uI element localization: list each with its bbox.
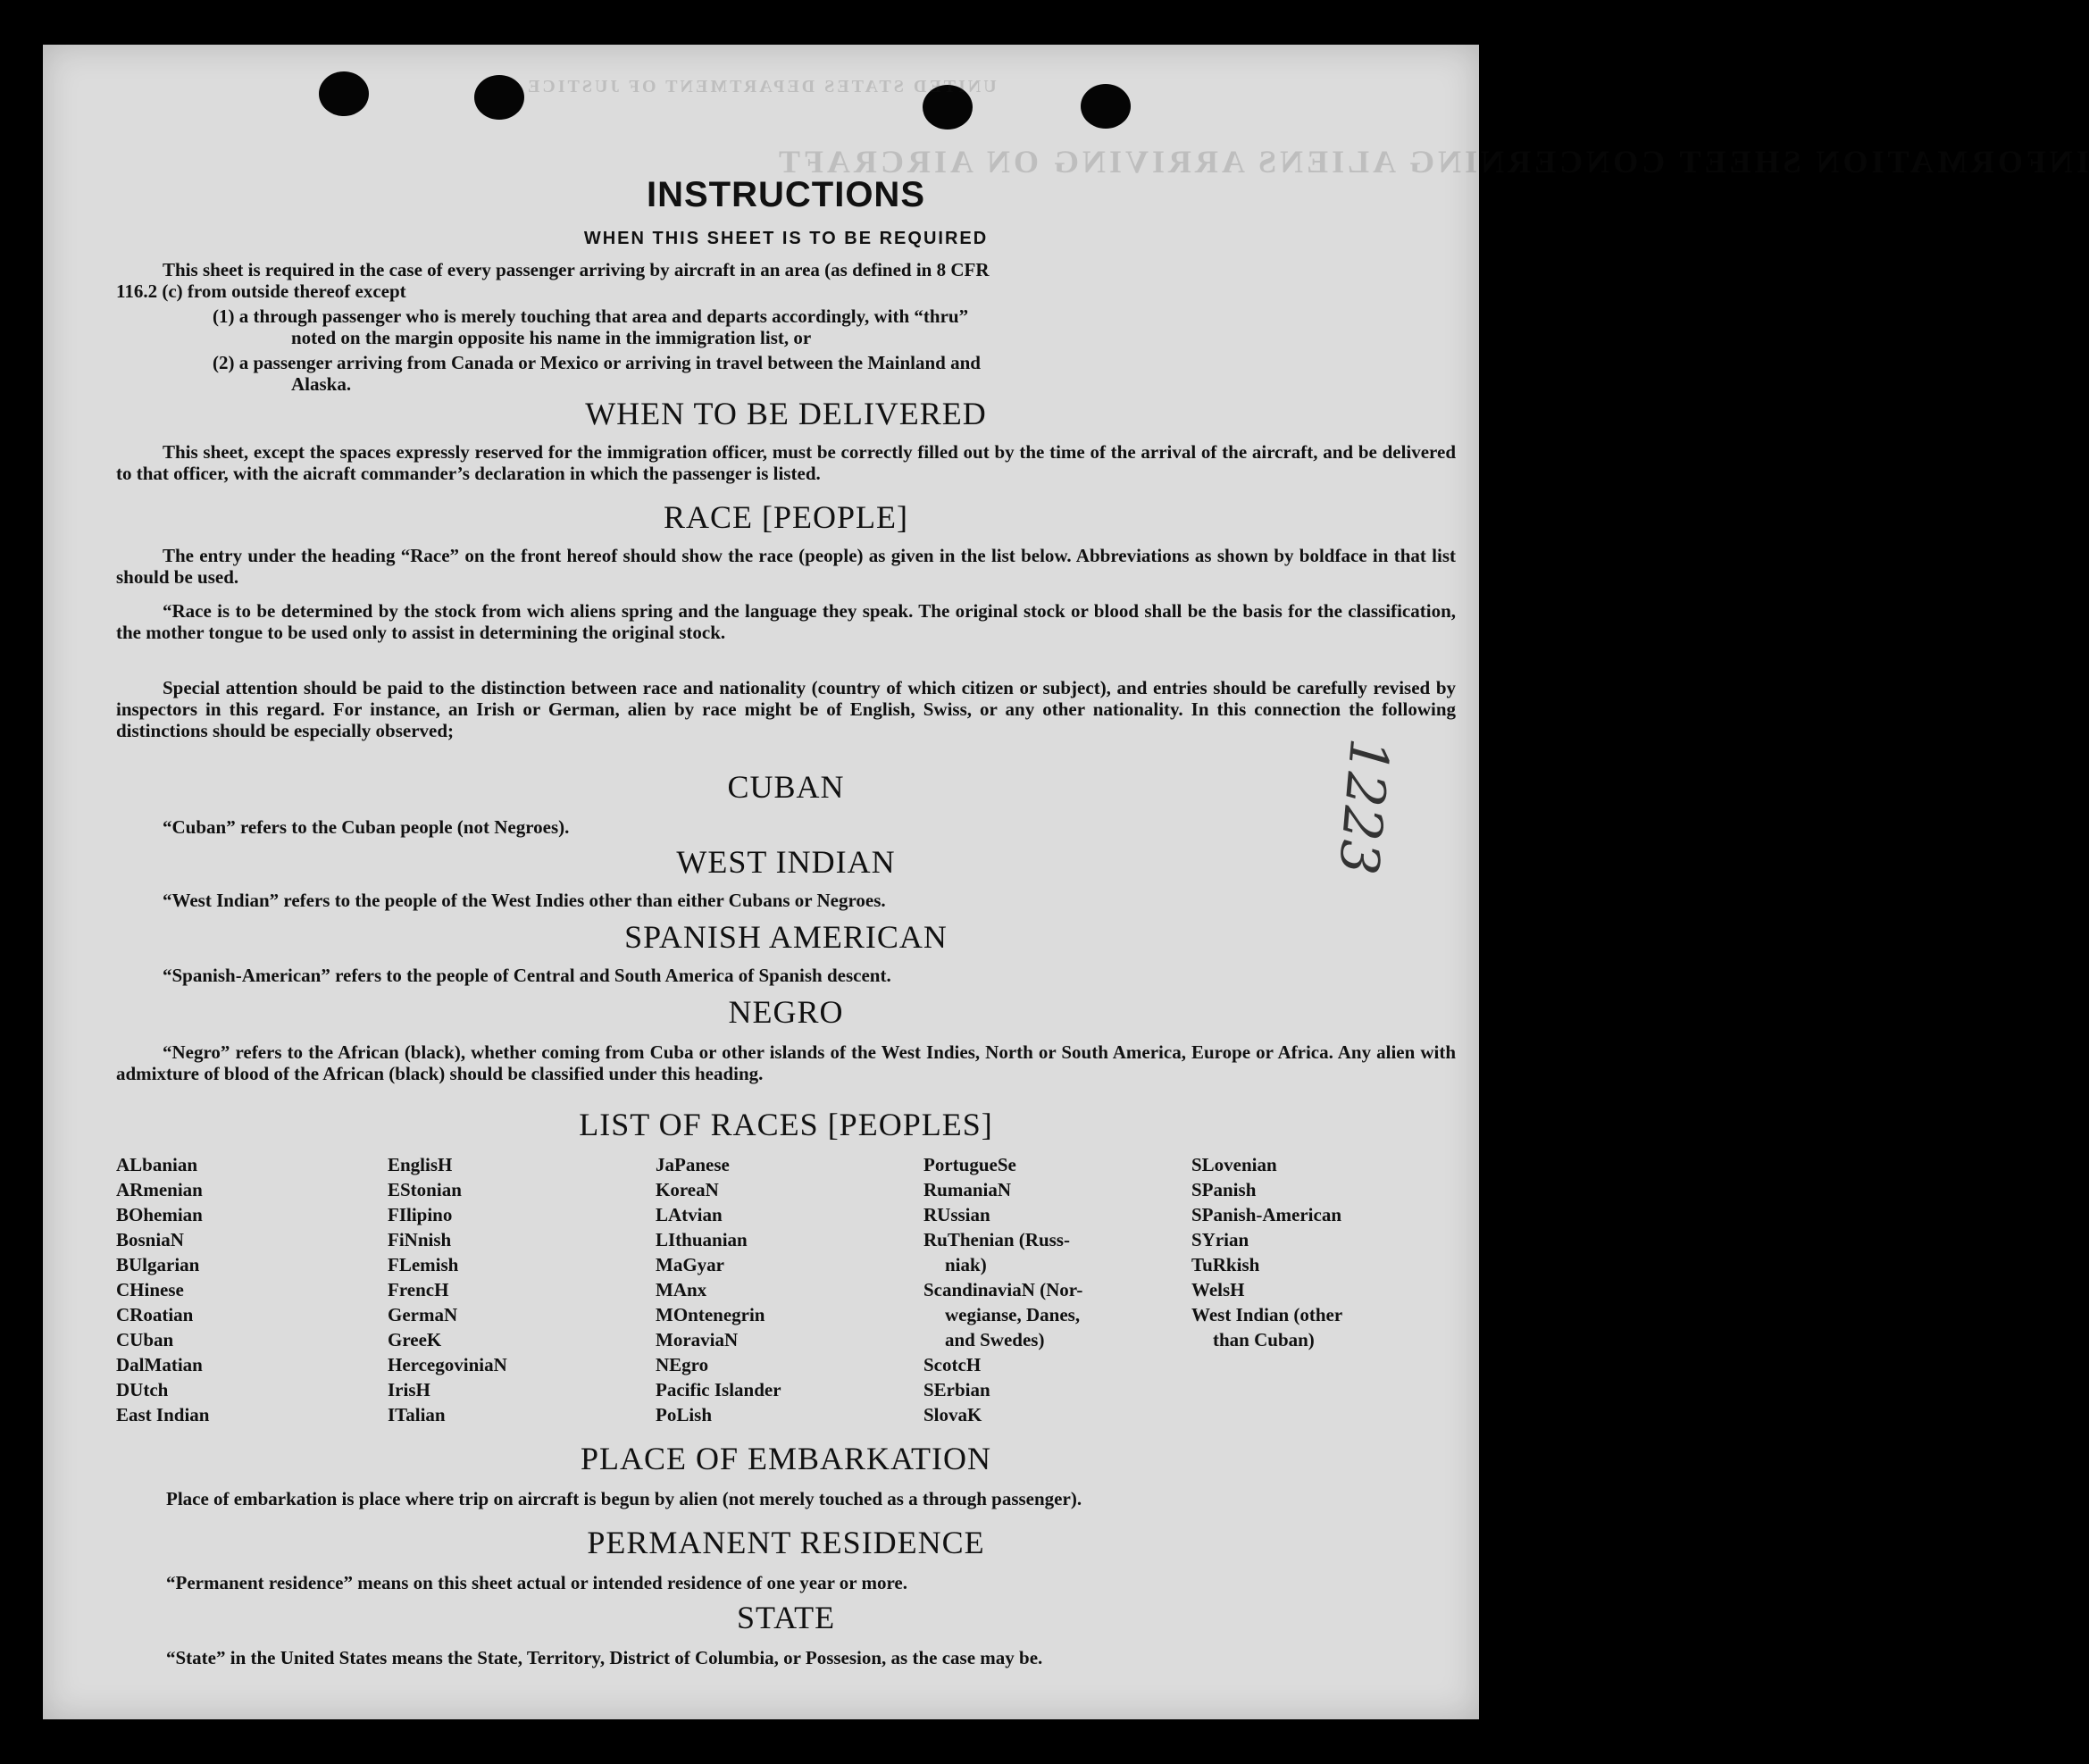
list-item: TuRkish xyxy=(1191,1254,1260,1275)
list-item: ScandinaviaN (Nor- xyxy=(923,1279,1083,1300)
list-item: SYrian xyxy=(1191,1229,1249,1250)
list-item: RuThenian (Russ- xyxy=(923,1229,1070,1250)
list-item: DUtch xyxy=(116,1379,169,1400)
list-item: CRoatian xyxy=(116,1304,194,1325)
cuban-text: “Cuban” refers to the Cuban people (not Negroes). xyxy=(163,816,570,838)
race-column-3 xyxy=(656,1152,781,1427)
list-item: LIthuanian xyxy=(656,1229,748,1250)
list-item: GermaN xyxy=(388,1304,458,1325)
list-item: MaGyar xyxy=(656,1254,724,1275)
heading-state: STATE xyxy=(736,1600,836,1635)
list-item: RUssian xyxy=(923,1204,990,1225)
list-item: than Cuban) xyxy=(1213,1329,1315,1350)
list-item: IrisH xyxy=(388,1379,430,1400)
spanish-american-text: “Spanish-American” refers to the people of Central and South America of Spanish descent. xyxy=(163,965,891,986)
heading-permanent-residence: PERMANENT RESIDENCE xyxy=(587,1525,985,1560)
exception-1-line-1: (1) a through passenger who is merely touching that area and departs accordingly, with “thru” xyxy=(213,305,969,327)
race-column-4 xyxy=(923,1152,1082,1427)
bleed-through-text: UNITED STATES DEPARTMENT OF JUSTICE xyxy=(525,77,997,96)
exception-2-line-2: Alaska. xyxy=(291,373,352,395)
list-item: BOhemian xyxy=(116,1204,203,1225)
bleed-through-text: INFORMATION SHEET CONCERNING ALIENS ARRIVING ON AIRCRAFT xyxy=(775,144,2089,180)
heading-race: RACE [PEOPLE] xyxy=(664,499,908,535)
list-item: SlovaK xyxy=(923,1404,982,1425)
list-item: SPanish-American xyxy=(1191,1204,1341,1225)
list-item: ARmenian xyxy=(116,1179,203,1200)
list-item: ScotcH xyxy=(923,1354,982,1375)
race-column-2 xyxy=(388,1152,507,1427)
race-column-5 xyxy=(1191,1152,1342,1352)
heading-place-of-embarkation: PLACE OF EMBARKATION xyxy=(580,1441,992,1476)
heading-list-of-races: LIST OF RACES [PEOPLES] xyxy=(579,1107,993,1142)
list-item: SLovenian xyxy=(1191,1154,1277,1175)
state-text: “State” in the United States means the State, Territory, District of Columbia, or Possesion, as the case may be. xyxy=(166,1647,1043,1668)
list-item: BosniaN xyxy=(116,1229,184,1250)
list-item: MAnx xyxy=(656,1279,707,1300)
race-paragraph-3: Special attention should be paid to the distinction between race and nationality (country of which citizen or subject), and entries should be carefully revised by inspectors in this regard. For instance, an Irish or German, alien by race might be of English, Swiss, or any other nationality. In this connection the following distinctions should be especially observed; xyxy=(116,677,1456,741)
page-title: INSTRUCTIONS xyxy=(647,175,925,214)
list-item: wegianse, Danes, xyxy=(945,1304,1081,1325)
heading-west-indian: WEST INDIAN xyxy=(676,844,896,880)
subtitle: WHEN THIS SHEET IS TO BE REQUIRED xyxy=(583,229,989,248)
list-item: WelsH xyxy=(1191,1279,1245,1300)
list-item: and Swedes) xyxy=(945,1329,1045,1350)
list-item: ALbanian xyxy=(116,1154,198,1175)
list-item: EnglisH xyxy=(388,1154,453,1175)
list-item: FIlipino xyxy=(388,1204,453,1225)
list-item: BUlgarian xyxy=(116,1254,200,1275)
punch-hole xyxy=(319,71,369,116)
list-item: CHinese xyxy=(116,1279,184,1300)
list-item: RumaniaN xyxy=(923,1179,1012,1200)
list-item: niak) xyxy=(945,1254,987,1275)
list-item: FLemish xyxy=(388,1254,459,1275)
list-item: SErbian xyxy=(923,1379,990,1400)
list-item: GreeK xyxy=(388,1329,442,1350)
west-indian-text: “West Indian” refers to the people of the West Indies other than either Cubans or Negroes. xyxy=(163,890,886,911)
heading-when-delivered: WHEN TO BE DELIVERED xyxy=(585,396,987,431)
intro-line-1: This sheet is required in the case of every passenger arriving by aircraft in an area (as defined in 8 CFR xyxy=(163,259,990,280)
list-item: LAtvian xyxy=(656,1204,723,1225)
list-item: Pacific Islander xyxy=(656,1379,781,1400)
exception-1-line-2: noted on the margin opposite his name in the immigration list, or xyxy=(291,327,812,348)
list-item: PoLish xyxy=(656,1404,713,1425)
list-item: CUban xyxy=(116,1329,174,1350)
list-item: NEgro xyxy=(656,1354,709,1375)
race-column-1 xyxy=(116,1152,209,1427)
list-item: JaPanese xyxy=(656,1154,730,1175)
intro-line-2: 116.2 (c) from outside thereof except xyxy=(116,280,406,302)
punch-hole xyxy=(474,75,524,120)
list-item: SPanish xyxy=(1191,1179,1257,1200)
list-item: FiNnish xyxy=(388,1229,452,1250)
list-item: ITalian xyxy=(388,1404,446,1425)
list-item: PortugueSe xyxy=(923,1154,1016,1175)
list-item: West Indian (other xyxy=(1191,1304,1343,1325)
residence-text: “Permanent residence” means on this sheet actual or intended residence of one year or more. xyxy=(166,1572,907,1593)
list-item: FrencH xyxy=(388,1279,449,1300)
list-item: KoreaN xyxy=(656,1179,719,1200)
embarkation-text: Place of embarkation is place where trip on aircraft is begun by alien (not merely touched as a through passenger). xyxy=(166,1488,1082,1509)
list-item: MoraviaN xyxy=(656,1329,739,1350)
heading-cuban: CUBAN xyxy=(727,769,845,805)
race-paragraph-2: “Race is to be determined by the stock from wich aliens spring and the language they speak. The original stock or blood shall be the basis for the classification, the mother tongue to be used only to assist in determining the original stock. xyxy=(116,600,1456,643)
heading-negro: NEGRO xyxy=(728,994,844,1030)
list-item: MOntenegrin xyxy=(656,1304,765,1325)
list-item: East Indian xyxy=(116,1404,210,1425)
negro-text: “Negro” refers to the African (black), whether coming from Cuba or other islands of the West Indies, North or South America, Europe or Africa. Any alien with admixture of blood of the African (black) should be classified under this heading. xyxy=(116,1041,1456,1084)
list-item: EStonian xyxy=(388,1179,462,1200)
punch-hole xyxy=(1081,84,1131,129)
heading-spanish-american: SPANISH AMERICAN xyxy=(624,919,948,955)
document-sheet xyxy=(43,45,2089,1719)
when-delivered-text: This sheet, except the spaces expressly reserved for the immigration officer, must be correctly filled out by the time of the arrival of the aircraft, and be delivered to that officer, with the aicraft commander’s declaration in which the passenger is listed. xyxy=(116,441,1456,484)
list-item: HercegoviniaN xyxy=(388,1354,507,1375)
handwritten-mark: 1223 xyxy=(1325,735,1400,878)
race-paragraph-1: The entry under the heading “Race” on the front hereof should show the race (people) as given in the list below. Abbreviations as shown by boldface in that list should be used. xyxy=(116,545,1456,588)
exception-2-line-1: (2) a passenger arriving from Canada or Mexico or arriving in travel between the Mainland and xyxy=(213,352,981,373)
list-item: DalMatian xyxy=(116,1354,203,1375)
